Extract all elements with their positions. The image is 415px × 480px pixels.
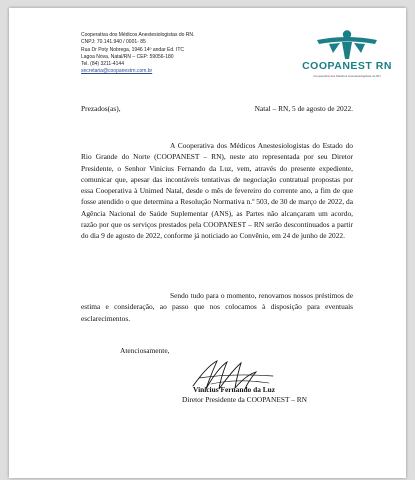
body-paragraph-2: Sendo tudo para o momento, renovamos nossos préstimos de estima e consideração, ao passo que nos colocamos à disposição para eventuais esclarecimentos. [81, 291, 353, 323]
coopanest-emblem-icon [309, 29, 385, 61]
body-paragraph-1: A Cooperativa dos Médicos Anestesiologistas do Estado do Rio Grande do Norte (COOPANEST – RN), neste ato representada por seu Diretor Presidente, o Senhor Vinicius Fernando da Luz, vem, através do presente expediente, comunicar que, apesar das incontáveis tentativas de negociação contratual propostas por essa Cooperativa à Unimed Natal, desde o mês de fevereiro do corrente ano, a fim de que fosse atendido o que determina a Resolução Normativa n.º 503, de 30 de março de 2022, da Agência Nacional de Saúde Suplementar (ANS), as Partes não alcançaram um acordo, razão por que os serviços prestados pela COOPANEST – RN serão descontinuados a partir do dia 9 de agosto de 2022, conforme já noticiado ao Convênio, em 24 de junho de 2022. [81, 141, 353, 241]
sender-address-line1: Rua Dr Poty Nobrega, 1946 14º andar Ed. ITC [81, 46, 184, 53]
closing: Atenciosamente, [120, 346, 170, 355]
sender-name: Cooperativa dos Médicos Anestesiologistas do RN. [81, 32, 195, 38]
sender-cnpj: CNPJ: 70.141.940 / 0001- 85 [81, 39, 146, 46]
sender-address-line2: Lagoa Nova, Natal/RN – CEP: 59056-180 [81, 53, 174, 60]
logo-tagline: Cooperativa dos Médicos Anestesiologistas do RN [313, 74, 381, 78]
letter-page [9, 8, 406, 478]
logo-wordmark: COOPANEST RN [302, 60, 392, 72]
signer-role: Diretor Presidente da COOPANEST – RN [182, 395, 308, 404]
sender-phone: Tel. (84) 3211-4144 [81, 61, 124, 68]
sender-email-link[interactable]: secretaria@coopanestrn.com.br [81, 68, 153, 75]
coopanest-logo [297, 29, 397, 83]
greeting: Prezados(as), [81, 104, 121, 113]
letter-date: Natal – RN, 5 de agosto de 2022. [254, 104, 353, 113]
signer-name: Vinicius Fernando da Luz [193, 385, 276, 394]
sender-address-block [81, 32, 251, 76]
